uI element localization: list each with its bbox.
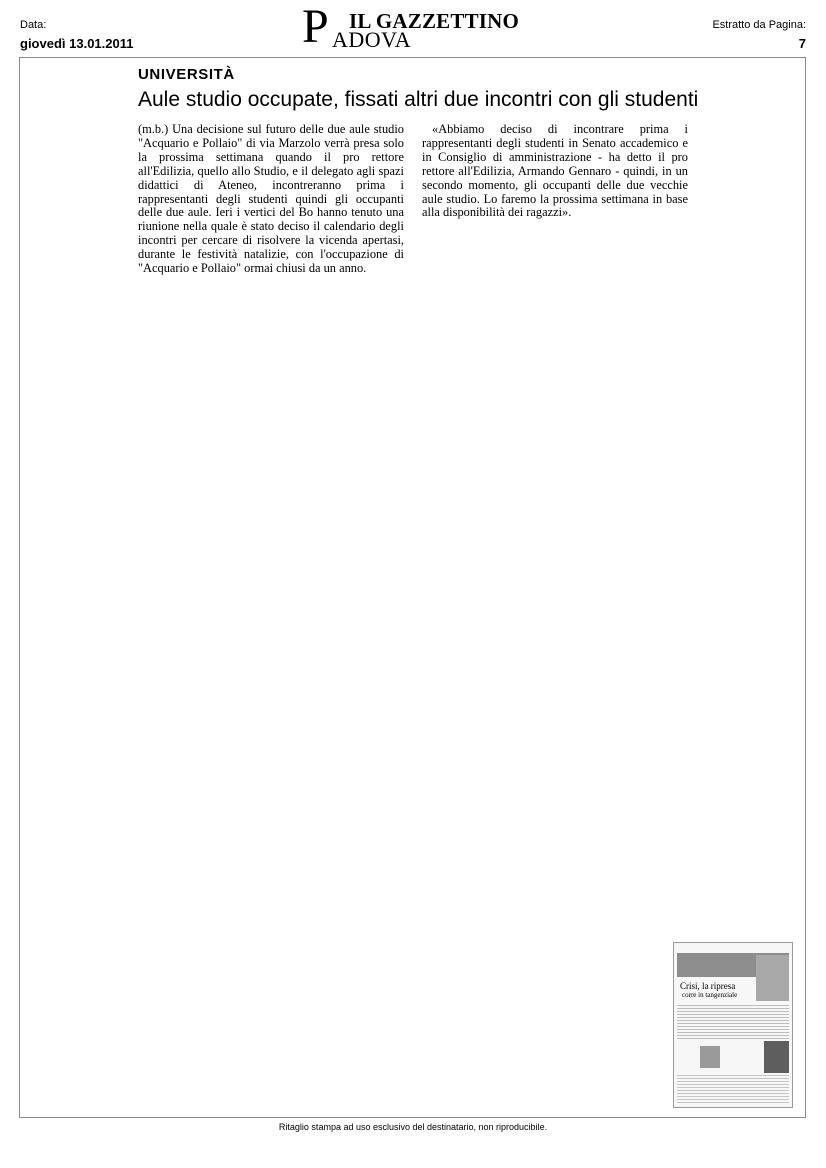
article-paragraph-1: (m.b.) Una decisione sul futuro delle due aule studio "Acquario e Pollaio" di via Marzolo verrà presa solo la prossima settimana quando il pro rettore all'Edilizia, quello allo Studio, e il delegato agli spazi didattici di Ateneo, incontreranno prima i rappresentanti degli studenti quindi gli occupanti delle due aule. Ieri i vertici del Bo hanno tenuto una riunione nella quale è stato deciso il calendario degli incontri per cercare di risolvere la vicenda apertasi, durante le festività natalizie, con l'occupazione di "Acquario e Pollaio" ormai chiusi da un anno.	[138, 122, 404, 276]
header-page	[712, 19, 806, 50]
thumbnail-photo	[756, 955, 789, 1001]
article-headline: Aule studio occupate, fissati altri due incontri con gli studenti	[138, 88, 699, 111]
thumbnail-dark-box	[764, 1041, 789, 1073]
page-thumbnail	[673, 942, 793, 1108]
thumbnail-text-block	[677, 1005, 789, 1041]
thumbnail-text-block-2	[677, 1075, 789, 1105]
extract-label: Estratto da Pagina:	[712, 19, 806, 31]
logo-bottom-line: ADOVA	[332, 27, 412, 52]
footer-note: Ritaglio stampa ad uso esclusivo del destinatario, non riproducibile.	[278, 1122, 548, 1132]
thumbnail-subtitle: corre in tangenziale	[682, 991, 738, 999]
thumbnail-small-photo	[700, 1046, 720, 1068]
page-number: 7	[798, 36, 806, 51]
date-value: giovedì 13.01.2011	[20, 36, 134, 51]
header-date	[20, 19, 133, 50]
logo-initial: P	[302, 0, 329, 53]
newspaper-logo	[302, 0, 542, 53]
article-kicker: UNIVERSITÀ	[138, 66, 235, 83]
thumbnail-title: Crisi, la ripresa	[680, 981, 736, 991]
logo-top-line: IL GAZZETTINO	[349, 9, 520, 33]
article-column-1	[138, 123, 404, 276]
article-paragraph-2: «Abbiamo deciso di incontrare prima i rappresentanti degli studenti in Senato accademico e in Consiglio di amministrazione - ha detto il pro rettore all'Edilizia, Armando Gennaro - quindi, in un secondo momento, gli occupanti delle due vecchie aule studio. Lo faremo la prossima settimana in base alla disponibilità dei ragazzi».	[422, 122, 688, 220]
article-column-2	[422, 123, 688, 220]
date-label: Data:	[20, 19, 47, 31]
